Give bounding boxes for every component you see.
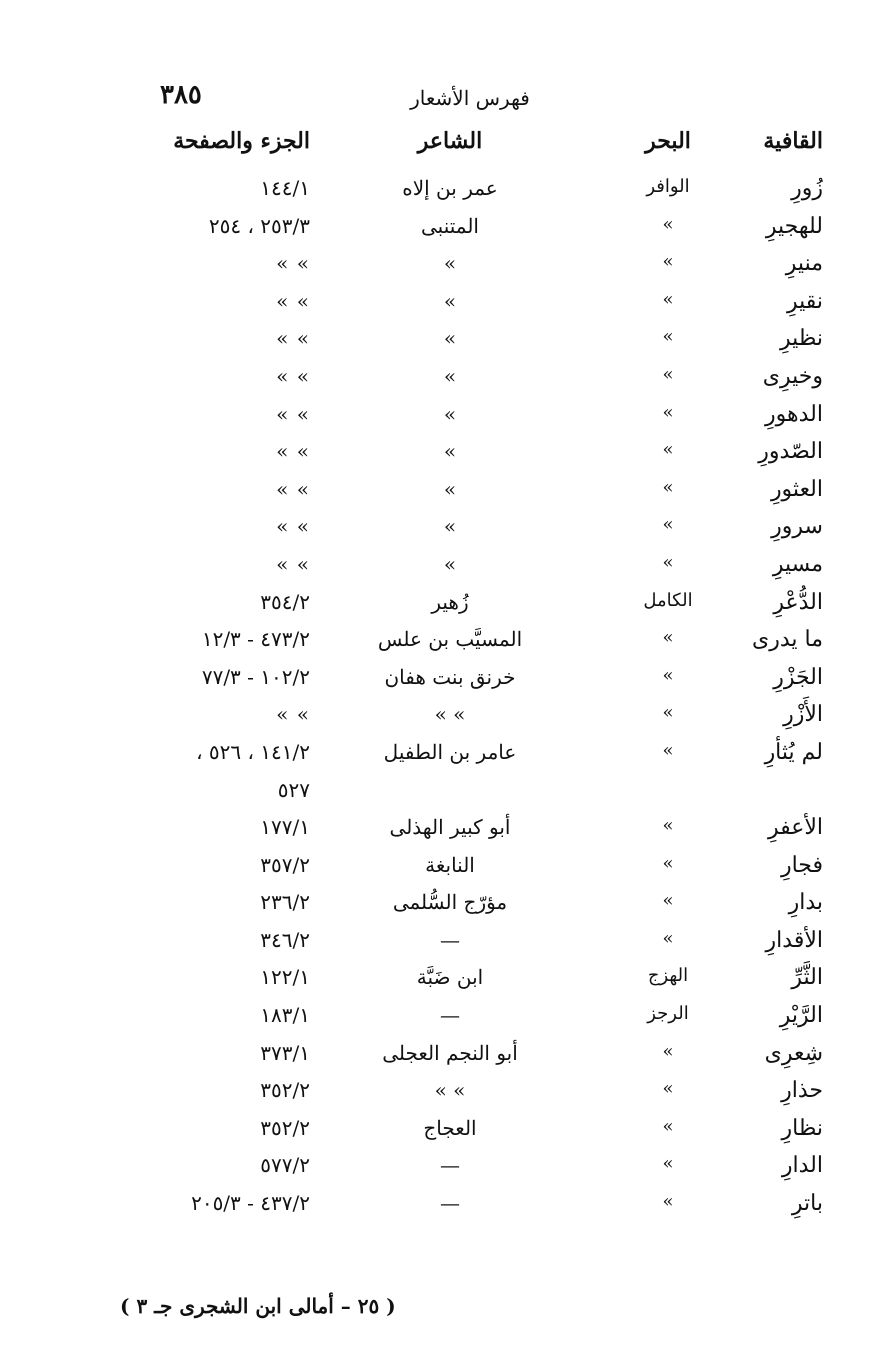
cell-bahr: »	[662, 551, 674, 573]
cell-page: ٣٤٦/٢	[260, 927, 310, 952]
cell-shaer: »	[443, 551, 457, 576]
cell-shaer: عامر بن الطفيل	[383, 739, 517, 764]
printer-signature: ( ٢٥ – أمالى ابن الشجرى جـ ٣ )	[120, 1294, 396, 1318]
table-row	[0, 890, 885, 928]
cell-qafiya: باترِ	[791, 1191, 823, 1217]
table-row	[0, 477, 885, 515]
cell-qafiya: الدارِ	[781, 1153, 823, 1179]
cell-qafiya: الجَزْرِ	[773, 664, 823, 690]
cell-shaer: ابن ضَبَّة	[416, 965, 484, 990]
cell-bahr: »	[662, 815, 674, 837]
cell-bahr: »	[662, 627, 674, 649]
cell-shaer: العجاج	[423, 1115, 477, 1140]
cell-bahr: »	[662, 664, 674, 686]
cell-qafiya: الصّدورِ	[758, 439, 823, 465]
cell-bahr: »	[662, 288, 674, 310]
cell-shaer: —	[440, 1003, 460, 1028]
cell-qafiya: نقيرِ	[786, 288, 823, 314]
table-row	[0, 439, 885, 477]
table-row	[0, 1041, 885, 1079]
cell-shaer: أبو كبير الهذلى	[389, 815, 511, 840]
cell-page: ٣٥٢/٢	[260, 1115, 310, 1140]
cell-shaer: »	[443, 439, 457, 464]
cell-page: » »	[276, 401, 310, 426]
cell-page: » »	[276, 476, 310, 501]
table-row	[0, 1078, 885, 1116]
cell-page: ٤٣٧/٢ - ٢٠٥/٣	[191, 1191, 310, 1216]
cell-page: ٣٥٤/٢	[260, 589, 310, 614]
cell-page: » »	[276, 363, 310, 388]
cell-page: » »	[276, 702, 310, 727]
table-row	[0, 1191, 885, 1229]
cell-shaer: المسيَّب بن علس	[377, 627, 523, 652]
header-page: الجزء والصفحة	[173, 128, 310, 154]
cell-shaer: » »	[434, 1078, 466, 1103]
header-qafiya: القافية	[763, 128, 823, 154]
cell-qafiya: شِعرِى	[764, 1040, 823, 1066]
cell-bahr: »	[662, 476, 674, 498]
cell-page: » »	[276, 439, 310, 464]
cell-bahr: »	[662, 739, 674, 761]
table-row	[0, 965, 885, 1003]
cell-qafiya: لم يُثأرِ	[764, 739, 823, 765]
cell-page: ٤٧٣/٢ - ١٢/٣	[201, 627, 310, 652]
cell-page: » »	[276, 514, 310, 539]
table-row	[0, 552, 885, 590]
cell-bahr: الوافر	[646, 176, 690, 197]
table-row	[0, 1116, 885, 1154]
table-row	[0, 289, 885, 327]
cell-qafiya: منيرِ	[785, 251, 823, 277]
table-row	[0, 778, 885, 816]
cell-bahr: »	[662, 1153, 674, 1175]
cell-page: ١٨٣/١	[260, 1003, 310, 1028]
cell-shaer: »	[443, 476, 457, 501]
cell-bahr: »	[662, 1191, 674, 1213]
table-row	[0, 364, 885, 402]
cell-qafiya: فجارِ	[780, 852, 823, 878]
cell-qafiya: وخيرِى	[762, 363, 823, 389]
table-row	[0, 853, 885, 891]
cell-qafiya: للهجيرِ	[765, 213, 823, 239]
cell-shaer: » »	[434, 702, 466, 727]
cell-bahr: الكامل	[643, 589, 693, 611]
cell-page: ٥٢٧	[277, 777, 310, 802]
cell-shaer: »	[443, 401, 457, 426]
cell-qafiya: ما يدرى	[752, 627, 823, 653]
cell-shaer: أبو النجم العجلى	[382, 1040, 518, 1065]
cell-bahr: »	[662, 890, 674, 912]
table-row	[0, 665, 885, 703]
cell-qafiya: نظارِ	[781, 1115, 823, 1141]
cell-qafiya: مسيرِ	[772, 551, 823, 577]
cell-bahr: »	[662, 326, 674, 348]
cell-qafiya: الأقدارِ	[765, 927, 823, 953]
cell-qafiya: الأعفرِ	[767, 815, 823, 841]
cell-qafiya: سرورِ	[771, 514, 823, 540]
cell-page: ٥٧٧/٢	[260, 1153, 310, 1178]
cell-page: ١٢٢/١	[260, 965, 310, 990]
cell-bahr: »	[662, 363, 674, 385]
cell-page: ٣٥٢/٢	[260, 1078, 310, 1103]
cell-page: ١٠٢/٢ - ٧٧/٣	[201, 664, 310, 689]
page-number: ٣٨٥	[160, 80, 202, 110]
cell-shaer: —	[440, 927, 460, 952]
cell-bahr: الهزج	[647, 965, 689, 987]
cell-qafiya: العثورِ	[770, 476, 823, 502]
cell-page: ٣٧٣/١	[260, 1040, 310, 1065]
cell-shaer: »	[443, 363, 457, 388]
cell-bahr: »	[662, 1078, 674, 1100]
cell-bahr: »	[662, 1040, 674, 1062]
cell-shaer: مؤرّج السُّلمى	[392, 890, 508, 915]
running-title: فهرس الأشعار	[410, 86, 530, 110]
cell-page: ١٧٧/١	[260, 815, 310, 840]
cell-bahr: الرجز	[647, 1003, 689, 1025]
table-row	[0, 251, 885, 289]
table-row	[0, 176, 885, 214]
cell-page: ٢٣٦/٢	[260, 890, 310, 915]
cell-shaer: خرنق بنت هفان	[384, 664, 516, 689]
cell-bahr: »	[662, 213, 674, 235]
cell-page: » »	[276, 551, 310, 576]
cell-qafiya: الرَّيْرِ	[779, 1003, 823, 1029]
table-row	[0, 1153, 885, 1191]
cell-bahr: »	[662, 251, 674, 273]
cell-shaer: »	[443, 251, 457, 276]
cell-page: ٣٥٧/٢	[260, 852, 310, 877]
cell-shaer: المتنبى	[421, 213, 479, 238]
table-header	[0, 128, 885, 176]
table-row	[0, 740, 885, 778]
cell-bahr: »	[662, 401, 674, 423]
cell-bahr: »	[662, 702, 674, 724]
table-row	[0, 928, 885, 966]
cell-qafiya: زُورِ	[791, 176, 823, 201]
cell-bahr: »	[662, 1115, 674, 1137]
cell-qafiya: الدُّعْرِ	[773, 589, 823, 615]
table-row	[0, 1003, 885, 1041]
cell-page: » »	[276, 288, 310, 313]
cell-qafiya: الدهورِ	[765, 401, 823, 427]
header-bahr: البحر	[645, 128, 691, 154]
table-row	[0, 702, 885, 740]
cell-qafiya: الثَّرِّ	[791, 965, 823, 991]
cell-shaer: زُهير	[431, 589, 469, 614]
cell-shaer: »	[443, 326, 457, 351]
cell-shaer: »	[443, 514, 457, 539]
table-row	[0, 214, 885, 252]
table-row	[0, 590, 885, 628]
cell-bahr: »	[662, 852, 674, 874]
cell-shaer: النابغة	[425, 852, 475, 877]
cell-qafiya: حذارِ	[781, 1078, 823, 1104]
cell-bahr: »	[662, 927, 674, 949]
cell-shaer: —	[440, 1191, 460, 1216]
cell-page: ٢٥٣/٣ ، ٢٥٤	[208, 213, 310, 238]
cell-shaer: »	[443, 288, 457, 313]
cell-page: ١٤١/٢ ، ٥٢٦ ،	[196, 739, 310, 764]
table-row	[0, 514, 885, 552]
cell-page: ١٤٤/١	[260, 176, 310, 200]
cell-bahr: »	[662, 439, 674, 461]
cell-shaer: —	[440, 1153, 460, 1178]
cell-qafiya: الأَزْرِ	[783, 702, 823, 728]
table-row	[0, 326, 885, 364]
cell-bahr: »	[662, 514, 674, 536]
cell-qafiya: نظيرِ	[780, 326, 823, 352]
table-row	[0, 627, 885, 665]
table-row	[0, 402, 885, 440]
header-shaer: الشاعر	[417, 128, 483, 154]
cell-shaer: عمر بن إلاه	[402, 176, 498, 200]
cell-page: » »	[276, 326, 310, 351]
cell-page: » »	[276, 251, 310, 276]
table-row	[0, 815, 885, 853]
poetry-index-table	[0, 128, 885, 1229]
cell-qafiya: بدارِ	[788, 890, 823, 916]
table-body	[0, 176, 885, 1229]
